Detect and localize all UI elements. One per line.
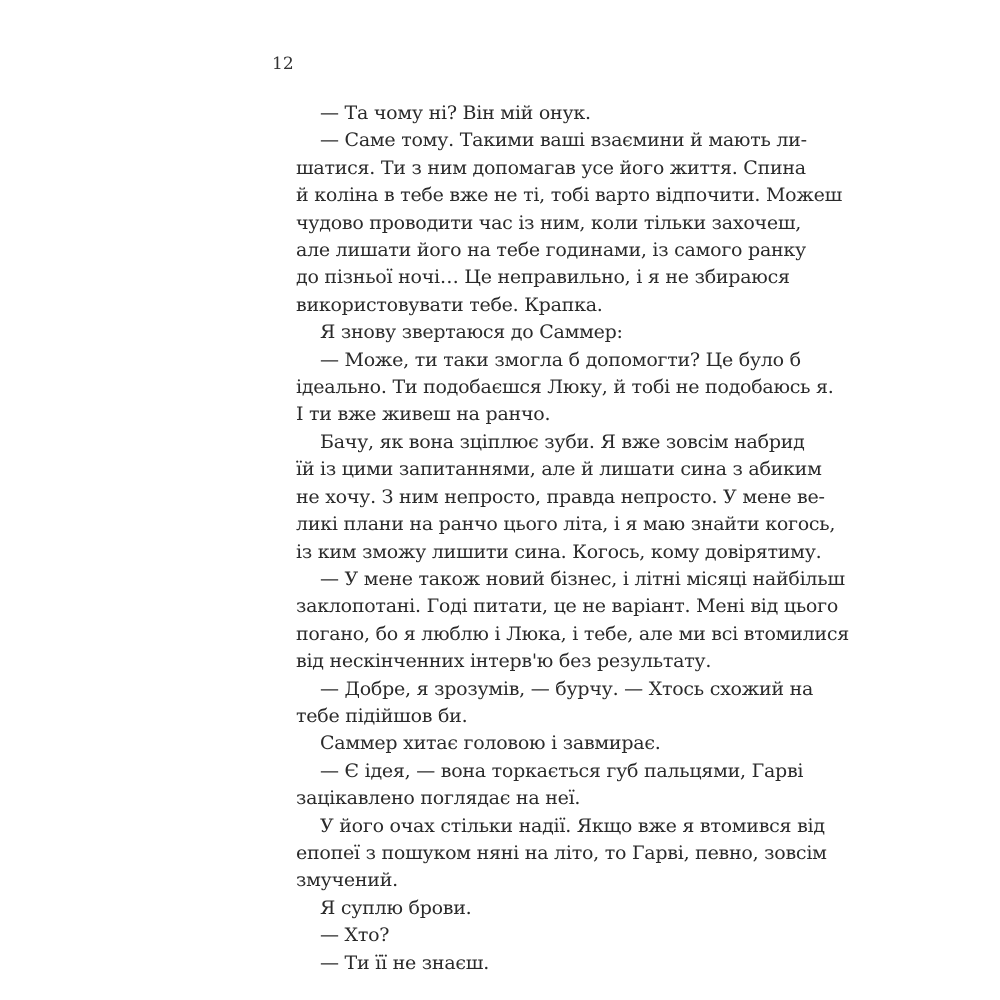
text-line: із ким зможу лишити сина. Когось, кому довірятиму.	[296, 540, 822, 563]
text-line: У його очах стільки надії. Якщо вже я втомився від	[320, 814, 825, 837]
paragraph	[272, 127, 842, 319]
text-line: епопеї з пошуком няні на літо, то Гарві, певно, зовсім	[296, 841, 827, 864]
text-line: не хочу. З ним непросто, правда непросто. У мене ве-	[296, 485, 825, 508]
text-line: змучений.	[296, 869, 398, 892]
paragraph	[272, 429, 836, 566]
text-line: І ти вже живеш на ранчо.	[296, 403, 551, 426]
text-line: від нескінченних інтерв'ю без результату.	[296, 650, 712, 673]
paragraph	[272, 758, 804, 813]
text-line: Я знову звертаюся до Саммер:	[320, 321, 623, 344]
text-line: Я суплю брови.	[320, 896, 472, 919]
text-line: — Може, ти таки змогла б допомогти? Це було б	[320, 348, 801, 371]
text-line: тебе підійшов би.	[296, 704, 468, 727]
text-line: Саммер хитає головою і завмирає.	[320, 732, 661, 755]
paragraph	[272, 895, 728, 922]
text-line: їй із цими запитаннями, але й лишати сина з абиким	[296, 458, 822, 481]
text-line: ликі плани на ранчо цього літа, і я маю знайти когось,	[296, 513, 836, 536]
text-line: використовувати тебе. Крапка.	[296, 293, 603, 316]
paragraph	[272, 813, 827, 895]
text-line: Бачу, як вона зціплює зуби. Я вже зовсім набрид	[320, 430, 805, 453]
body-text	[272, 100, 849, 977]
text-line: погано, бо я люблю і Люка, і тебе, але ми всі втомилися	[296, 622, 849, 645]
text-line: — Хто?	[320, 924, 390, 947]
text-line: — У мене також новий бізнес, і літні місяці найбільш	[320, 567, 845, 590]
text-line: ідеально. Ти подобаєшся Люку, й тобі не подобаюсь я.	[296, 376, 834, 399]
text-line: до пізньої ночі… Це неправильно, і я не збираюся	[296, 266, 790, 289]
text-line: — Саме тому. Такими ваші взаємини й мають ли-	[320, 129, 807, 152]
paragraph	[272, 730, 728, 757]
text-line: — Та чому ні? Він мій онук.	[320, 102, 591, 124]
paragraph	[272, 100, 728, 127]
paragraph	[272, 347, 834, 429]
paragraph	[272, 319, 728, 346]
page-number: 12	[272, 54, 294, 74]
text-line: — Є ідея, — вона торкається губ пальцями, Гарві	[320, 759, 804, 782]
text-line: але лишати його на тебе годинами, із самого ранку	[296, 239, 806, 262]
text-line: чудово проводити час із ним, коли тільки захочеш,	[296, 211, 802, 234]
text-line: зацікавлено поглядає на неї.	[296, 787, 581, 810]
text-line: й коліна в тебе вже не ті, тобі варто відпочити. Можеш	[296, 184, 842, 207]
text-line: — Ти її не знаєш.	[320, 951, 490, 974]
paragraph	[272, 566, 849, 676]
text-line: заклопотані. Годі питати, це не варіант. Мені від цього	[296, 595, 839, 618]
paragraph	[272, 676, 814, 731]
text-line: шатися. Ти з ним допомагав усе його життя. Спина	[296, 156, 806, 179]
paragraph	[272, 922, 728, 949]
text-line: — Добре, я зрозумів, — бурчу. — Хтось схожий на	[320, 677, 814, 700]
paragraph	[272, 950, 728, 977]
